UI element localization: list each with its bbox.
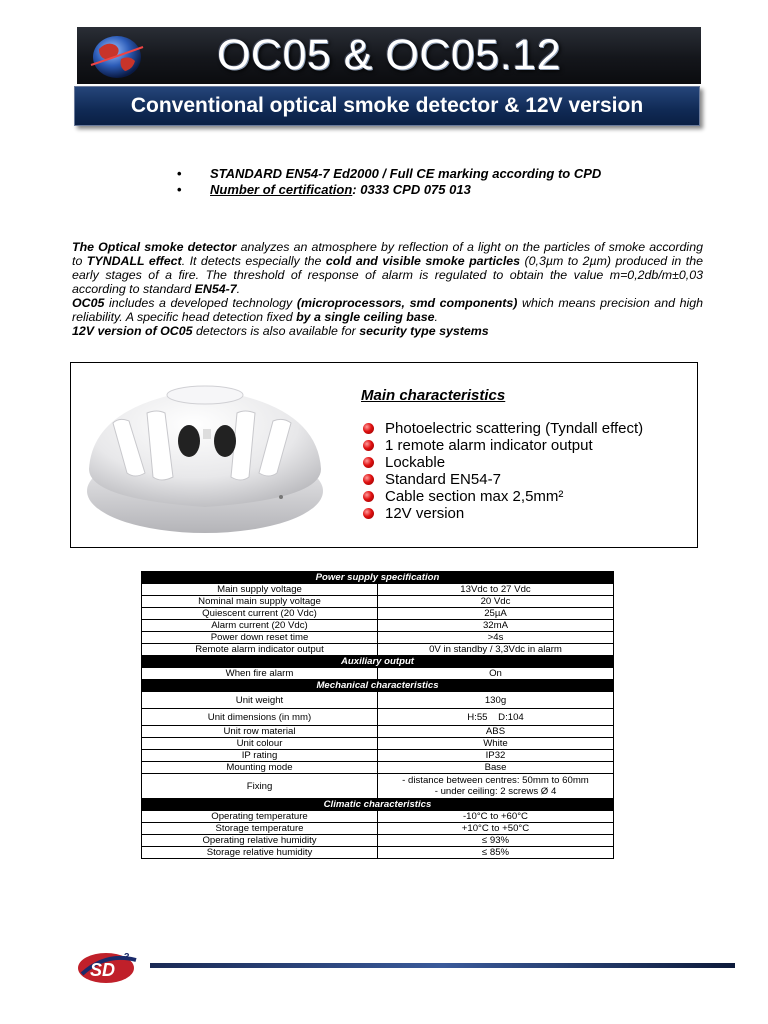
subtitle-banner <box>74 86 700 126</box>
certification-list <box>175 166 695 198</box>
table-row: Operating temperature -10°C to +60°C <box>142 811 614 823</box>
section-header: Climatic characteristics <box>142 799 614 811</box>
table-row: Nominal main supply voltage 20 Vdc <box>142 596 614 608</box>
intro-paragraph-2: OC05 includes a developed technology (microprocessors, smd components) which means precision and high reliability. A specific head detection fixed by a single ceiling base. <box>72 296 704 324</box>
list-item: Lockable <box>363 454 643 471</box>
bullet-icon: • <box>177 166 182 181</box>
specification-table <box>141 571 614 859</box>
table-row: Alarm current (20 Vdc) 32mA <box>142 620 614 632</box>
table-row: Fixing - distance between centres: 50mm to 60mm - under ceiling: 2 screws Ø 4 <box>142 774 614 799</box>
page-subtitle: Conventional optical smoke detector & 12V version <box>130 94 644 117</box>
logo-text: SD <box>90 960 116 980</box>
intro-paragraph-3: 12V version of OC05 detectors is also available for security type systems <box>72 324 489 338</box>
list-item: 1 remote alarm indicator output <box>363 437 643 454</box>
red-bullet-icon <box>363 491 374 502</box>
table-row: Unit row material ABS <box>142 726 614 738</box>
intro-paragraph-1: The Optical smoke detector analyzes an atmosphere by reflection of a light on the particles of smoke according to TYNDALL effect. It detects especially the cold and visible smoke particles (0,3µm to 2µm) produced in the early stages of a fire. The threshold of response of alarm is regulated to obtain the value m=0,2db/m±0,03 according to standard EN54-7. <box>72 240 703 296</box>
list-item: Standard EN54-7 <box>363 471 643 488</box>
cert-number-value: : 0333 CPD 075 013 <box>352 182 471 197</box>
table-row: Unit weight 130g <box>142 692 614 709</box>
smoke-detector-image <box>85 373 325 538</box>
red-bullet-icon <box>363 440 374 451</box>
table-row: Main supply voltage 13Vdc to 27 Vdc <box>142 584 614 596</box>
cert-standard: • STANDARD EN54-7 Ed2000 / Full CE marking according to CPD <box>177 166 602 181</box>
characteristics-box <box>70 362 698 548</box>
fixing-line: - distance between centres: 50mm to 60mm <box>402 775 589 786</box>
list-item: 12V version <box>363 505 643 522</box>
title-banner <box>77 27 701 84</box>
cert-number <box>175 182 695 198</box>
table-row: Storage relative humidity ≤ 85% <box>142 847 614 859</box>
table-row: Operating relative humidity ≤ 93% <box>142 835 614 847</box>
fixing-line: - under ceiling: 2 screws Ø 4 <box>434 786 557 797</box>
table-row: Unit colour White <box>142 738 614 750</box>
red-bullet-icon <box>363 423 374 434</box>
cert-number-label: Number of certification <box>210 182 353 197</box>
table-row: Storage temperature +10°C to +50°C <box>142 823 614 835</box>
characteristics-title: Main characteristics <box>361 387 506 404</box>
list-item: Cable section max 2,5mm² <box>363 488 643 505</box>
table-row: Mounting mode Base <box>142 762 614 774</box>
table-row: Unit dimensions (in mm) H:55 D:104 <box>142 709 614 726</box>
table-row: Power down reset time >4s <box>142 632 614 644</box>
section-header: Mechanical characteristics <box>142 680 614 692</box>
footer-divider <box>150 963 735 968</box>
section-header: Power supply specification <box>142 572 614 584</box>
list-item: Photoelectric scattering (Tyndall effect) <box>363 420 643 437</box>
red-bullet-icon <box>363 474 374 485</box>
table-row: Remote alarm indicator output 0V in standby / 3,3Vdc in alarm <box>142 644 614 656</box>
sd3-logo <box>76 946 142 986</box>
page-title: OC05 & OC05.12 <box>216 31 561 79</box>
bullet-icon: • <box>177 182 182 197</box>
description <box>72 240 703 338</box>
red-bullet-icon <box>363 457 374 468</box>
table-row: Quiescent current (20 Vdc) 25µA <box>142 608 614 620</box>
section-header: Auxiliary output <box>142 656 614 668</box>
table-row: IP rating IP32 <box>142 750 614 762</box>
characteristics-list <box>363 420 643 522</box>
table-row: When fire alarm On <box>142 668 614 680</box>
logo-superscript: 3 <box>124 952 130 963</box>
red-bullet-icon <box>363 508 374 519</box>
